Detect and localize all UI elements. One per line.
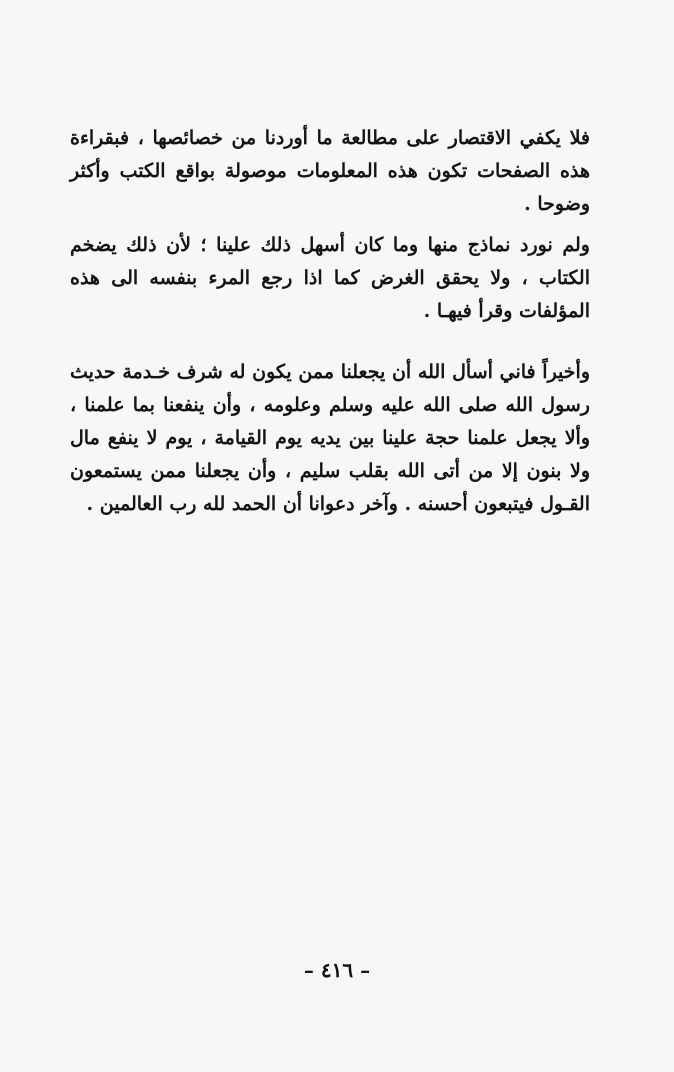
body-text [70,122,590,521]
page-number: – ٤١٦ – [303,958,371,982]
paragraph-2: ولم نورد نماذج منها وما كان أسهل ذلك علينا ؛ لأن ذلك يضخم الكتاب ، ولا يحقق الغرض كما اذا رجع المرء بنفسه الى هذه المؤلفات وقرأ فيهـا . [70,234,590,322]
paragraph-1: فلا يكفي الاقتصار على مطالعة ما أوردنا من خصائصها ، فبقراءة هذه الصفحات تكون هذه المعلومات موصولة بواقع الكتب وأكثر وضوحا . [70,127,590,215]
paragraph-3: وأخيراً فاني أسأل الله أن يجعلنا ممن يكون له شرف خـدمة حديث رسول الله صلى الله عليه وسلم وعلومه ، وأن ينفعنا بما علمنا ، وألا يجعل علمنا حجة علينا بين يديه يوم القيامة ، يوم لا ينفع مال ولا بنون إلا من أتى الله بقلب سليم ، وأن يجعلنا ممن يستمعون القـول فيتبعون أحسنه . وآخر دعوانا أن الحمد لله رب العالمين . [70,361,590,515]
